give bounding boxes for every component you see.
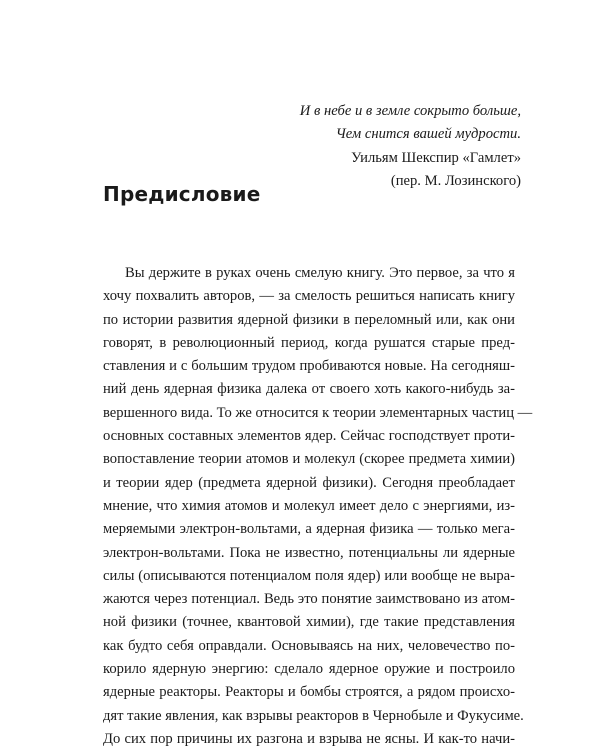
epigraph-verse bbox=[300, 100, 521, 145]
body-line: и теории ядер (предмета ядерной физики). Сегодня преобладает bbox=[103, 474, 515, 491]
body-line: дят такие явления, как взрывы реакторов в Чернобыле и Фукусиме. bbox=[103, 707, 524, 724]
body-line: вопоставление теории атомов и молекул (скорее предмета химии) bbox=[103, 451, 515, 468]
body-line: ной физики (точнее, квантовой химии), где такие представления bbox=[103, 614, 515, 631]
body-line: До сих пор причины их разгона и взрыва не ясны. И как-то начи- bbox=[103, 730, 515, 747]
body-line: ставления и с большим трудом пробиваются новые. На сегодняш- bbox=[103, 358, 515, 375]
body-line: корило ядерную энергию: сделало ядерное оружие и построило bbox=[103, 661, 515, 678]
body-line: силы (описываются потенциалом поля ядер) или вообще не выра- bbox=[103, 567, 515, 584]
body-line: по истории развития ядерной физики в переломный или, как они bbox=[103, 311, 515, 328]
body-line: ядерные реакторы. Реакторы и бомбы строятся, а рядом происхо- bbox=[103, 684, 515, 701]
body-line: мнение, что химия атомов и молекул имеет дело с энергиями, из- bbox=[103, 497, 515, 514]
epigraph-translator: (пер. М. Лозинского) bbox=[390, 172, 521, 189]
epigraph-verse-line: И в небе и в земле сокрыто больше, bbox=[299, 103, 521, 119]
chapter-heading: Предисловие bbox=[103, 182, 261, 206]
body-line: говорят, в революционный период, когда рушатся старые пред- bbox=[103, 334, 515, 351]
body-line: основных составных элементов ядер. Сейчас господствует проти- bbox=[103, 428, 515, 445]
epigraph-author: Уильям Шекспир «Гамлет» bbox=[351, 150, 521, 166]
body-line: вершенного вида. То же относится к теории элементарных частиц — bbox=[103, 404, 533, 421]
body-line: ний день ядерная физика далека от своего хоть какого-нибудь за- bbox=[103, 381, 515, 398]
epigraph bbox=[300, 100, 521, 192]
body-paragraph bbox=[103, 262, 533, 751]
body-line: меряемыми электрон-вольтами, а ядерная физика — только мега- bbox=[103, 521, 515, 538]
epigraph-attribution bbox=[300, 147, 521, 192]
epigraph-verse-line: Чем снится вашей мудрости. bbox=[335, 125, 521, 142]
body-line: хочу похвалить авторов, — за смелость решиться написать книгу bbox=[103, 288, 515, 305]
body-line: Вы держите в руках очень смелую книгу. Это первое, за что я bbox=[125, 265, 515, 281]
body-line: как будто себя оправдали. Основываясь на них, человечество по- bbox=[103, 637, 515, 654]
body-line: электрон-вольтами. Пока не известно, потенциальны ли ядерные bbox=[103, 544, 515, 561]
body-line: жаются через потенциал. Ведь это понятие заимствовано из атом- bbox=[103, 591, 515, 608]
